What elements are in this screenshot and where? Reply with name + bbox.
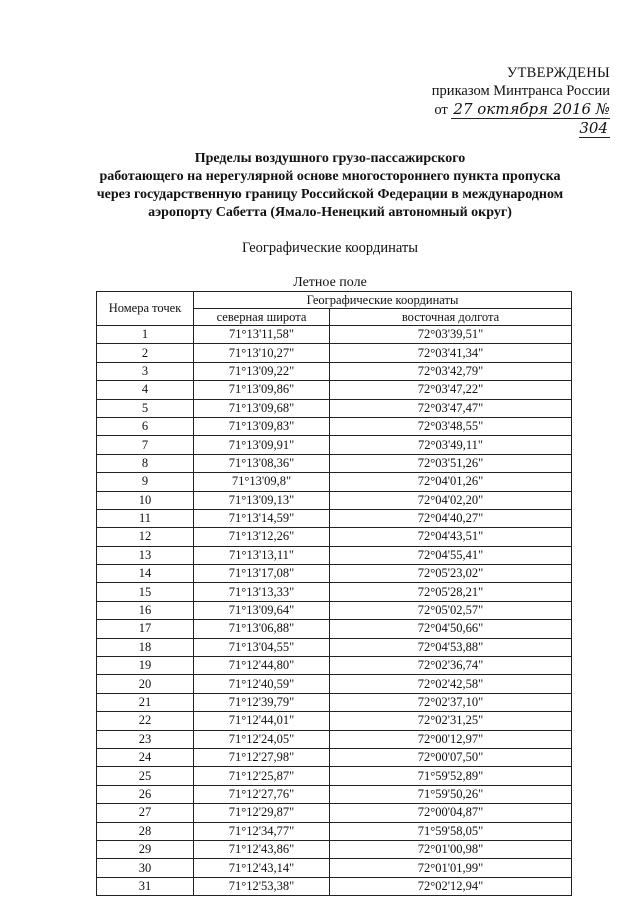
point-number-cell: 30	[97, 859, 194, 877]
point-number-cell: 17	[97, 620, 194, 638]
table-row	[97, 399, 572, 417]
handwritten-date-number: 27 октября 2016 № 304	[453, 100, 610, 137]
latitude-cell: 71°12'25,87"	[194, 767, 330, 785]
longitude-cell: 72°04'02,20"	[330, 491, 572, 509]
longitude-cell: 72°05'23,02"	[330, 565, 572, 583]
title-line: работающего на нерегулярной основе многостороннего пункта пропуска	[99, 169, 561, 184]
table-row	[97, 344, 572, 362]
table-row	[97, 748, 572, 766]
point-number-cell: 12	[97, 528, 194, 546]
longitude-cell: 72°02'42,58"	[330, 675, 572, 693]
approval-date-line	[400, 100, 610, 138]
point-number-cell: 2	[97, 344, 194, 362]
approval-title: УТВЕРЖДЕНЫ	[506, 65, 610, 81]
longitude-cell: 72°00'12,97"	[330, 730, 572, 748]
longitude-cell: 72°03'42,79"	[330, 362, 572, 380]
point-number-cell: 31	[97, 877, 194, 895]
longitude-cell: 71°59'52,89"	[330, 767, 572, 785]
longitude-cell: 72°04'01,26"	[330, 473, 572, 491]
table-row	[97, 583, 572, 601]
latitude-cell: 71°12'34,77"	[194, 822, 330, 840]
header-longitude: восточная долгота	[330, 309, 572, 326]
table-row	[97, 675, 572, 693]
latitude-cell: 71°13'09,22"	[194, 362, 330, 380]
longitude-cell: 72°05'28,21"	[330, 583, 572, 601]
table-row	[97, 859, 572, 877]
point-number-cell: 14	[97, 565, 194, 583]
table-body	[97, 326, 572, 896]
longitude-cell: 72°04'55,41"	[330, 546, 572, 564]
point-number-cell: 4	[97, 381, 194, 399]
point-number-cell: 26	[97, 785, 194, 803]
point-number-cell: 9	[97, 473, 194, 491]
table-row	[97, 638, 572, 656]
point-number-cell: 8	[97, 454, 194, 472]
table-row	[97, 712, 572, 730]
latitude-cell: 71°13'04,55"	[194, 638, 330, 656]
latitude-cell: 71°13'10,27"	[194, 344, 330, 362]
point-number-cell: 15	[97, 583, 194, 601]
point-number-cell: 21	[97, 693, 194, 711]
table-row	[97, 491, 572, 509]
longitude-cell: 72°00'04,87"	[330, 804, 572, 822]
section-heading: Летное поле	[293, 275, 367, 290]
longitude-cell: 72°02'36,74"	[330, 657, 572, 675]
table-row	[97, 509, 572, 527]
header-latitude: северная широта	[194, 309, 330, 326]
longitude-cell: 72°01'01,99"	[330, 859, 572, 877]
table-row	[97, 767, 572, 785]
latitude-cell: 71°13'09,86"	[194, 381, 330, 399]
longitude-cell: 72°02'31,25"	[330, 712, 572, 730]
table-row	[97, 804, 572, 822]
latitude-cell: 71°12'44,01"	[194, 712, 330, 730]
title-line: аэропорту Сабетта (Ямало-Ненецкий автономный округ)	[148, 205, 512, 220]
table-row	[97, 454, 572, 472]
latitude-cell: 71°12'43,14"	[194, 859, 330, 877]
latitude-cell: 71°12'27,76"	[194, 785, 330, 803]
latitude-cell: 71°12'24,05"	[194, 730, 330, 748]
latitude-cell: 71°12'44,80"	[194, 657, 330, 675]
longitude-cell: 72°03'47,22"	[330, 381, 572, 399]
longitude-cell: 72°03'41,34"	[330, 344, 572, 362]
latitude-cell: 71°13'14,59"	[194, 509, 330, 527]
table-row	[97, 546, 572, 564]
document-subtitle: Географические координаты	[241, 240, 419, 256]
longitude-cell: 72°04'43,51"	[330, 528, 572, 546]
longitude-cell: 72°01'00,98"	[330, 840, 572, 858]
point-number-cell: 20	[97, 675, 194, 693]
latitude-cell: 71°13'06,88"	[194, 620, 330, 638]
approval-order: приказом Минтранса России	[431, 83, 610, 99]
point-number-cell: 25	[97, 767, 194, 785]
table-row	[97, 657, 572, 675]
point-number-cell: 7	[97, 436, 194, 454]
point-number-cell: 29	[97, 840, 194, 858]
table-row	[97, 785, 572, 803]
table-row	[97, 565, 572, 583]
table-row	[97, 620, 572, 638]
document-title	[60, 150, 600, 222]
title-line: Пределы воздушного грузо-пассажирского	[194, 151, 466, 166]
longitude-cell: 71°59'58,05"	[330, 822, 572, 840]
table-row	[97, 840, 572, 858]
point-number-cell: 3	[97, 362, 194, 380]
table-row	[97, 473, 572, 491]
latitude-cell: 71°13'09,91"	[194, 436, 330, 454]
longitude-cell: 72°04'53,88"	[330, 638, 572, 656]
latitude-cell: 71°13'13,11"	[194, 546, 330, 564]
point-number-cell: 18	[97, 638, 194, 656]
table-row	[97, 877, 572, 895]
longitude-cell: 72°04'40,27"	[330, 509, 572, 527]
point-number-cell: 19	[97, 657, 194, 675]
latitude-cell: 71°13'09,83"	[194, 417, 330, 435]
point-number-cell: 5	[97, 399, 194, 417]
latitude-cell: 71°12'27,98"	[194, 748, 330, 766]
approval-prefix: от	[434, 102, 448, 118]
latitude-cell: 71°13'08,36"	[194, 454, 330, 472]
longitude-cell: 72°03'51,26"	[330, 454, 572, 472]
table-row	[97, 326, 572, 344]
longitude-cell: 72°04'50,66"	[330, 620, 572, 638]
longitude-cell: 72°03'48,55"	[330, 417, 572, 435]
table-row	[97, 693, 572, 711]
latitude-cell: 71°13'12,26"	[194, 528, 330, 546]
longitude-cell: 72°00'07,50"	[330, 748, 572, 766]
latitude-cell: 71°12'43,86"	[194, 840, 330, 858]
latitude-cell: 71°13'11,58"	[194, 326, 330, 344]
longitude-cell: 72°02'12,94"	[330, 877, 572, 895]
longitude-cell: 72°02'37,10"	[330, 693, 572, 711]
longitude-cell: 72°03'49,11"	[330, 436, 572, 454]
latitude-cell: 71°13'09,13"	[194, 491, 330, 509]
table-row	[97, 601, 572, 619]
header-coordinates: Географические координаты	[194, 292, 572, 309]
latitude-cell: 71°13'09,68"	[194, 399, 330, 417]
table-row	[97, 362, 572, 380]
latitude-cell: 71°12'40,59"	[194, 675, 330, 693]
latitude-cell: 71°13'09,8"	[194, 473, 330, 491]
longitude-cell: 72°05'02,57"	[330, 601, 572, 619]
table-row	[97, 417, 572, 435]
longitude-cell: 72°03'47,47"	[330, 399, 572, 417]
latitude-cell: 71°13'09,64"	[194, 601, 330, 619]
point-number-cell: 23	[97, 730, 194, 748]
point-number-cell: 27	[97, 804, 194, 822]
point-number-cell: 28	[97, 822, 194, 840]
point-number-cell: 11	[97, 509, 194, 527]
table-row	[97, 436, 572, 454]
point-number-cell: 24	[97, 748, 194, 766]
latitude-cell: 71°13'17,08"	[194, 565, 330, 583]
point-number-cell: 1	[97, 326, 194, 344]
table-row	[97, 822, 572, 840]
latitude-cell: 71°12'53,38"	[194, 877, 330, 895]
coordinates-table	[96, 291, 572, 896]
header-number: Номера точек	[97, 292, 194, 326]
point-number-cell: 16	[97, 601, 194, 619]
point-number-cell: 22	[97, 712, 194, 730]
title-line: через государственную границу Российской Федерации в международном	[96, 187, 564, 202]
point-number-cell: 13	[97, 546, 194, 564]
table-row	[97, 528, 572, 546]
point-number-cell: 6	[97, 417, 194, 435]
latitude-cell: 71°12'39,79"	[194, 693, 330, 711]
latitude-cell: 71°12'29,87"	[194, 804, 330, 822]
table-row	[97, 381, 572, 399]
longitude-cell: 71°59'50,26"	[330, 785, 572, 803]
longitude-cell: 72°03'39,51"	[330, 326, 572, 344]
approval-block	[400, 64, 610, 138]
table-row	[97, 730, 572, 748]
point-number-cell: 10	[97, 491, 194, 509]
latitude-cell: 71°13'13,33"	[194, 583, 330, 601]
